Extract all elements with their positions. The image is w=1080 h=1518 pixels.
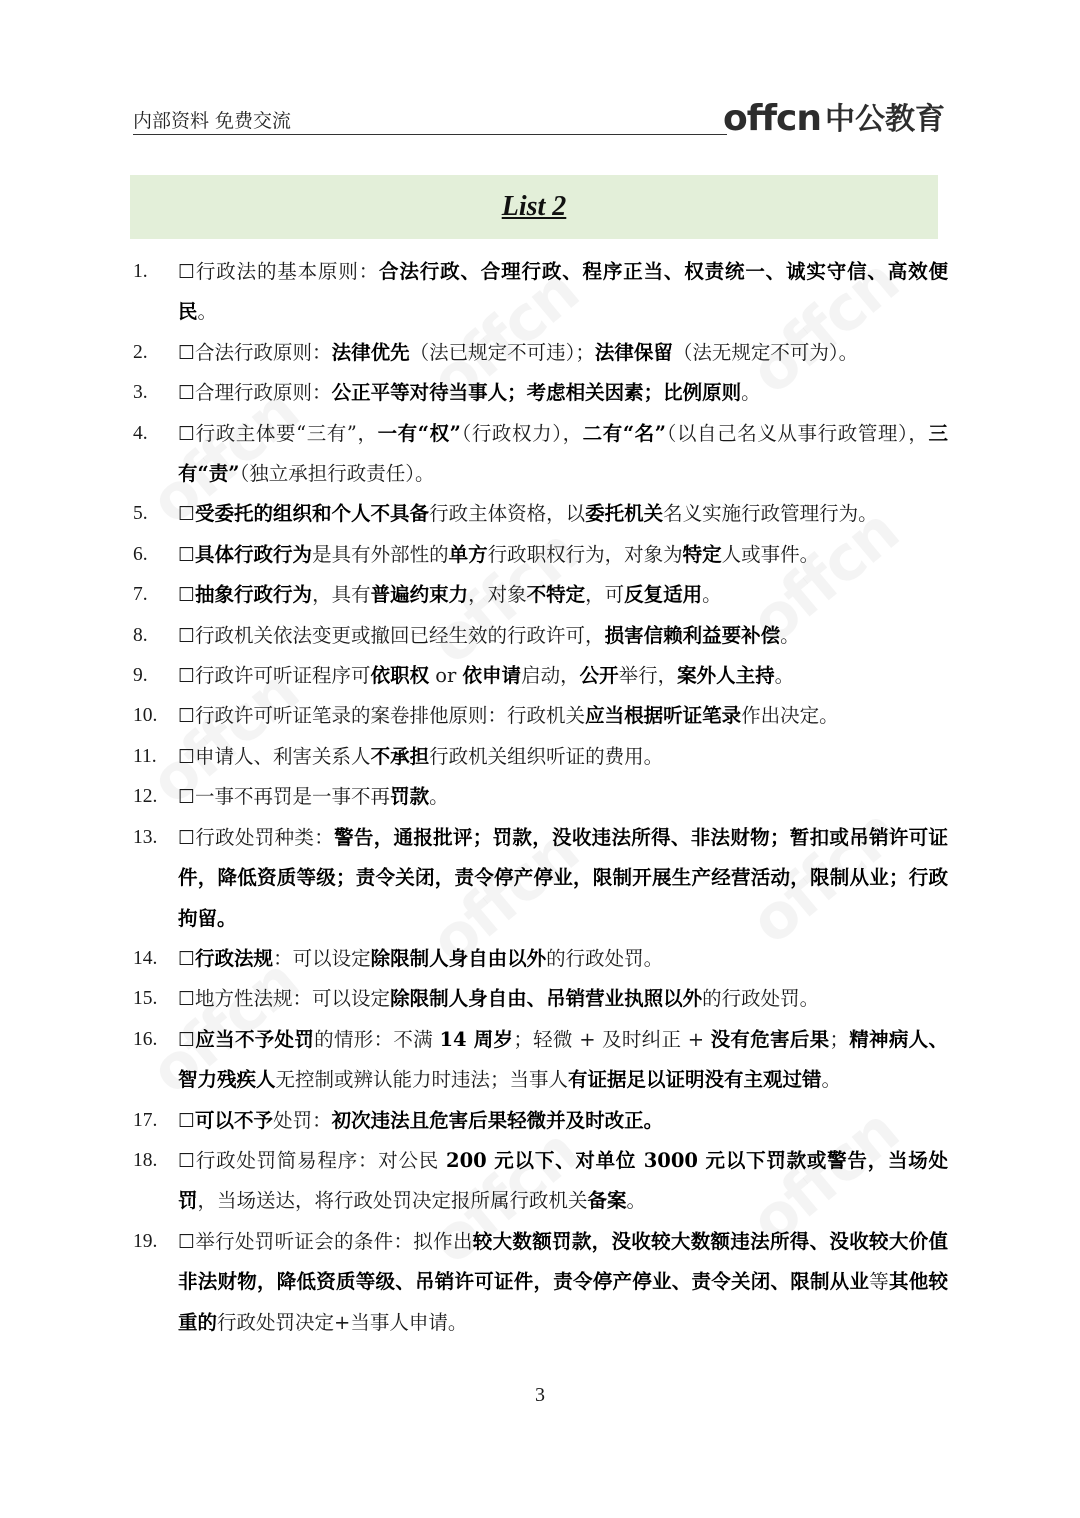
list-item (133, 777, 948, 817)
plain-text: 行政主体资格，以 (429, 502, 586, 526)
list-item (133, 333, 948, 373)
plain-text: 是具有外部性的 (312, 542, 449, 566)
page-title: List 2 (501, 191, 567, 222)
list-item (133, 656, 948, 696)
item-text (178, 979, 948, 1019)
item-text (178, 373, 948, 413)
plain-text: 地方性法规：可以设定 (195, 987, 391, 1011)
item-number: 6. (133, 543, 148, 565)
emphasis-text: 依职权 (370, 664, 430, 688)
emphasis-text: 抽象行政行为 (195, 583, 313, 607)
item-text (178, 818, 948, 939)
plain-text: 。 (626, 1189, 647, 1213)
item-number: 15. (133, 988, 158, 1010)
emphasis-text: 依申请 (462, 664, 522, 688)
item-number: 19. (133, 1230, 158, 1252)
plain-text: 行政机关依法变更或撤回已经生效的行政许可， (195, 623, 605, 647)
plain-text: or (429, 664, 463, 688)
plain-text: 合理行政原则： (195, 381, 332, 405)
plain-text: 行政处罚种类： (195, 825, 335, 849)
emphasis-text: 除限制人身自由以外 (370, 946, 547, 970)
plain-text: 合法行政原则： (195, 340, 332, 364)
knowledge-list (133, 252, 948, 1343)
item-number: 8. (133, 624, 148, 646)
item-text (178, 535, 948, 575)
list-item (133, 535, 948, 575)
item-text (178, 1101, 948, 1141)
emphasis-text: 特定 (682, 542, 722, 566)
plain-text: （以自己名义从事行政管理）， (666, 421, 929, 445)
item-text (178, 1141, 948, 1222)
emphasis-text: 公正平等对待当事人；考虑相关因素；比例原则 (331, 381, 742, 405)
header-label: 内部资料 免费交流 (133, 110, 292, 132)
plain-text: 行政职权行为，对象为 (487, 542, 683, 566)
emphasis-text: 行政法规 (195, 946, 274, 970)
plain-text: 举行处罚听证会的条件：拟作出 (195, 1229, 473, 1253)
list-item (133, 979, 948, 1019)
checkbox-icon: ☐ (178, 503, 196, 526)
plain-text: （法无规定不可为）。 (672, 340, 859, 364)
list-item (133, 575, 948, 615)
item-number: 10. (133, 705, 158, 727)
item-number: 18. (133, 1149, 158, 1171)
plain-text: 。 (197, 300, 218, 324)
plain-text: 等 (869, 1270, 889, 1294)
emphasis-text: 合法行政、合理行政、程序正当、权责统一、诚实守信、高效便民 (178, 260, 948, 324)
emphasis-text: 具体行政行为 (195, 542, 313, 566)
item-number: 9. (133, 665, 148, 687)
plain-text: 。 (774, 664, 795, 688)
emphasis-text: 反复适用 (624, 583, 703, 607)
emphasis-text: 应当不予处罚 (195, 1027, 315, 1051)
emphasis-text: 没有危害后果 (710, 1027, 830, 1051)
checkbox-icon: ☐ (178, 543, 196, 566)
emphasis-text: 公开 (579, 664, 619, 688)
list-item (133, 939, 948, 979)
emphasis-text: 其他较重的 (178, 1270, 948, 1334)
item-text (178, 252, 948, 333)
checkbox-icon: ☐ (178, 1109, 196, 1132)
plain-text: 。 (741, 381, 761, 405)
plain-text: 一事不再罚是一事不再 (195, 785, 391, 809)
checkbox-icon: ☐ (178, 665, 196, 688)
checkbox-icon: ☐ (178, 826, 196, 849)
plain-text: 。 (821, 1068, 842, 1092)
checkbox-icon: ☐ (178, 261, 196, 283)
checkbox-icon: ☐ (178, 786, 196, 809)
item-text (178, 414, 948, 495)
list-item (133, 1101, 948, 1141)
emphasis-text: 二有“名” (582, 421, 666, 445)
plain-text: 作出决定。 (741, 704, 839, 728)
item-number: 17. (133, 1109, 158, 1131)
offcn-logo (723, 97, 945, 137)
checkbox-icon: ☐ (178, 947, 196, 970)
emphasis-text: 初次违法且危害后果轻微并及时改正。 (331, 1108, 664, 1132)
checkbox-icon: ☐ (178, 624, 196, 647)
title-band (130, 175, 938, 239)
list-item (133, 818, 948, 939)
checkbox-icon: ☐ (178, 584, 196, 607)
plain-text: ，可 (585, 583, 625, 607)
plain-text: 举行， (618, 664, 678, 688)
emphasis-text: 200 元以下、对单位 3000 元以下罚款或警告，当场处罚 (178, 1148, 949, 1213)
list-item (133, 616, 948, 656)
checkbox-icon: ☐ (178, 382, 196, 405)
item-number: 1. (133, 261, 148, 282)
plain-text: 名义实施行政管理行为。 (663, 502, 878, 526)
item-number: 7. (133, 584, 148, 606)
plain-text: 的情形：不满 (314, 1027, 440, 1051)
list-item (133, 252, 948, 333)
emphasis-text: 委托机关 (585, 502, 664, 526)
plain-text: ，对象 (468, 583, 527, 607)
plain-text: 行政许可听证笔录的案卷排他原则：行政机关 (195, 704, 586, 728)
plain-text: ； (829, 1027, 849, 1051)
list-item (133, 1141, 948, 1222)
checkbox-icon: ☐ (178, 341, 196, 364)
checkbox-icon: ☐ (178, 1230, 196, 1253)
checkbox-icon: ☐ (178, 988, 196, 1011)
plain-text: ，当场送达，将行政处罚决定报所属行政机关 (197, 1189, 588, 1213)
page-number: 3 (535, 1384, 545, 1406)
emphasis-text: 损害信赖利益要补偿 (604, 623, 781, 647)
checkbox-icon: ☐ (178, 1149, 196, 1172)
plain-text: 行政主体要“三有”， (195, 421, 378, 445)
list-item (133, 414, 948, 495)
emphasis-text: 14 周岁 (439, 1027, 514, 1051)
item-text (178, 656, 948, 696)
list-item (133, 696, 948, 736)
item-number: 5. (133, 503, 148, 525)
emphasis-text: 案外人主持 (677, 664, 775, 688)
plain-text: 行政处罚决定+当事人申请。 (217, 1310, 468, 1334)
item-text (178, 616, 948, 656)
item-number: 14. (133, 947, 158, 969)
plain-text: 处罚： (273, 1108, 332, 1132)
emphasis-text: 警告，通报批评；罚款，没收违法所得、非法财物；暂扣或吊销许可证件，降低资质等级；责令关闭，责令停产停业，限制开展生产经营活动，限制从业；行政拘留。 (178, 825, 948, 930)
plain-text: ，具有 (312, 583, 371, 607)
emphasis-text: 三有“责” (178, 421, 948, 486)
emphasis-text: 受委托的组织和个人不具备 (195, 502, 430, 526)
emphasis-text: 法律保留 (594, 340, 673, 364)
item-text (178, 777, 948, 817)
item-text (178, 1222, 948, 1343)
plain-text: 行政处罚简易程序：对公民 (195, 1148, 447, 1172)
list-item (133, 373, 948, 413)
item-number: 11. (133, 745, 157, 767)
emphasis-text: 普遍约束力 (370, 583, 469, 607)
plain-text: ：可以设定 (273, 946, 371, 970)
item-number: 2. (133, 341, 148, 363)
plain-text: 的行政处罚。 (702, 987, 820, 1011)
emphasis-text: 有证据足以证明没有主观过错 (568, 1068, 822, 1092)
item-number: 16. (133, 1028, 158, 1050)
list-item (133, 1222, 948, 1343)
item-number: 4. (133, 422, 148, 444)
plain-text: 行政许可听证程序可 (195, 664, 371, 688)
checkbox-icon: ☐ (178, 745, 196, 768)
plain-text: 行政法的基本原则： (195, 260, 380, 283)
item-text (178, 696, 948, 736)
plain-text: 的行政处罚。 (546, 946, 664, 970)
plain-text: 行政机关组织听证的费用。 (429, 744, 664, 768)
header-rule (133, 134, 727, 135)
plain-text: 。 (702, 583, 722, 607)
emphasis-text: 法律优先 (331, 340, 410, 364)
item-number: 12. (133, 786, 158, 808)
item-text (178, 333, 948, 373)
plain-text: ；轻微 + 及时纠正 + (513, 1027, 711, 1051)
plain-text: 申请人、利害关系人 (195, 744, 371, 768)
item-number: 3. (133, 382, 148, 404)
item-text (178, 575, 948, 615)
logo-chinese: 中公教育 (825, 102, 945, 137)
item-text (178, 1020, 948, 1101)
plain-text: 人或事件。 (721, 542, 820, 566)
logo-wordmark: offcn (722, 98, 821, 139)
checkbox-icon: ☐ (178, 422, 196, 445)
emphasis-text: 精神病人、智力残疾人 (178, 1027, 948, 1092)
list-item (133, 494, 948, 534)
emphasis-text: 除限制人身自由、吊销营业执照以外 (390, 987, 703, 1011)
emphasis-text: 备案 (587, 1189, 627, 1213)
emphasis-text: 一有“权” (377, 421, 461, 445)
plain-text: 。 (429, 785, 449, 809)
item-text (178, 939, 948, 979)
item-text (178, 494, 948, 534)
plain-text: 。 (780, 623, 800, 647)
item-text (178, 737, 948, 777)
list-item (133, 1020, 948, 1101)
emphasis-text: 不承担 (370, 744, 430, 768)
plain-text: （独立承担行政责任）。 (239, 462, 435, 486)
page-header (133, 95, 945, 139)
item-number: 13. (133, 826, 158, 848)
plain-text: 启动， (521, 664, 580, 688)
emphasis-text: 可以不予 (195, 1108, 274, 1132)
checkbox-icon: ☐ (178, 1028, 196, 1051)
plain-text: （法已规定不可违）； (409, 340, 595, 364)
emphasis-text: 单方 (448, 542, 488, 566)
plain-text: 无控制或辨认能力时违法；当事人 (275, 1068, 569, 1092)
emphasis-text: 罚款 (390, 785, 430, 809)
checkbox-icon: ☐ (178, 705, 196, 728)
emphasis-text: 较大数额罚款，没收较大数额违法所得、没收较大价值非法财物，降低资质等级、吊销许可证件，责令停产停业、责令关闭、限制从业 (178, 1229, 948, 1294)
emphasis-text: 应当根据听证笔录 (585, 704, 742, 728)
plain-text: （行政权力）， (460, 421, 583, 445)
emphasis-text: 不特定 (526, 583, 586, 607)
list-item (133, 737, 948, 777)
